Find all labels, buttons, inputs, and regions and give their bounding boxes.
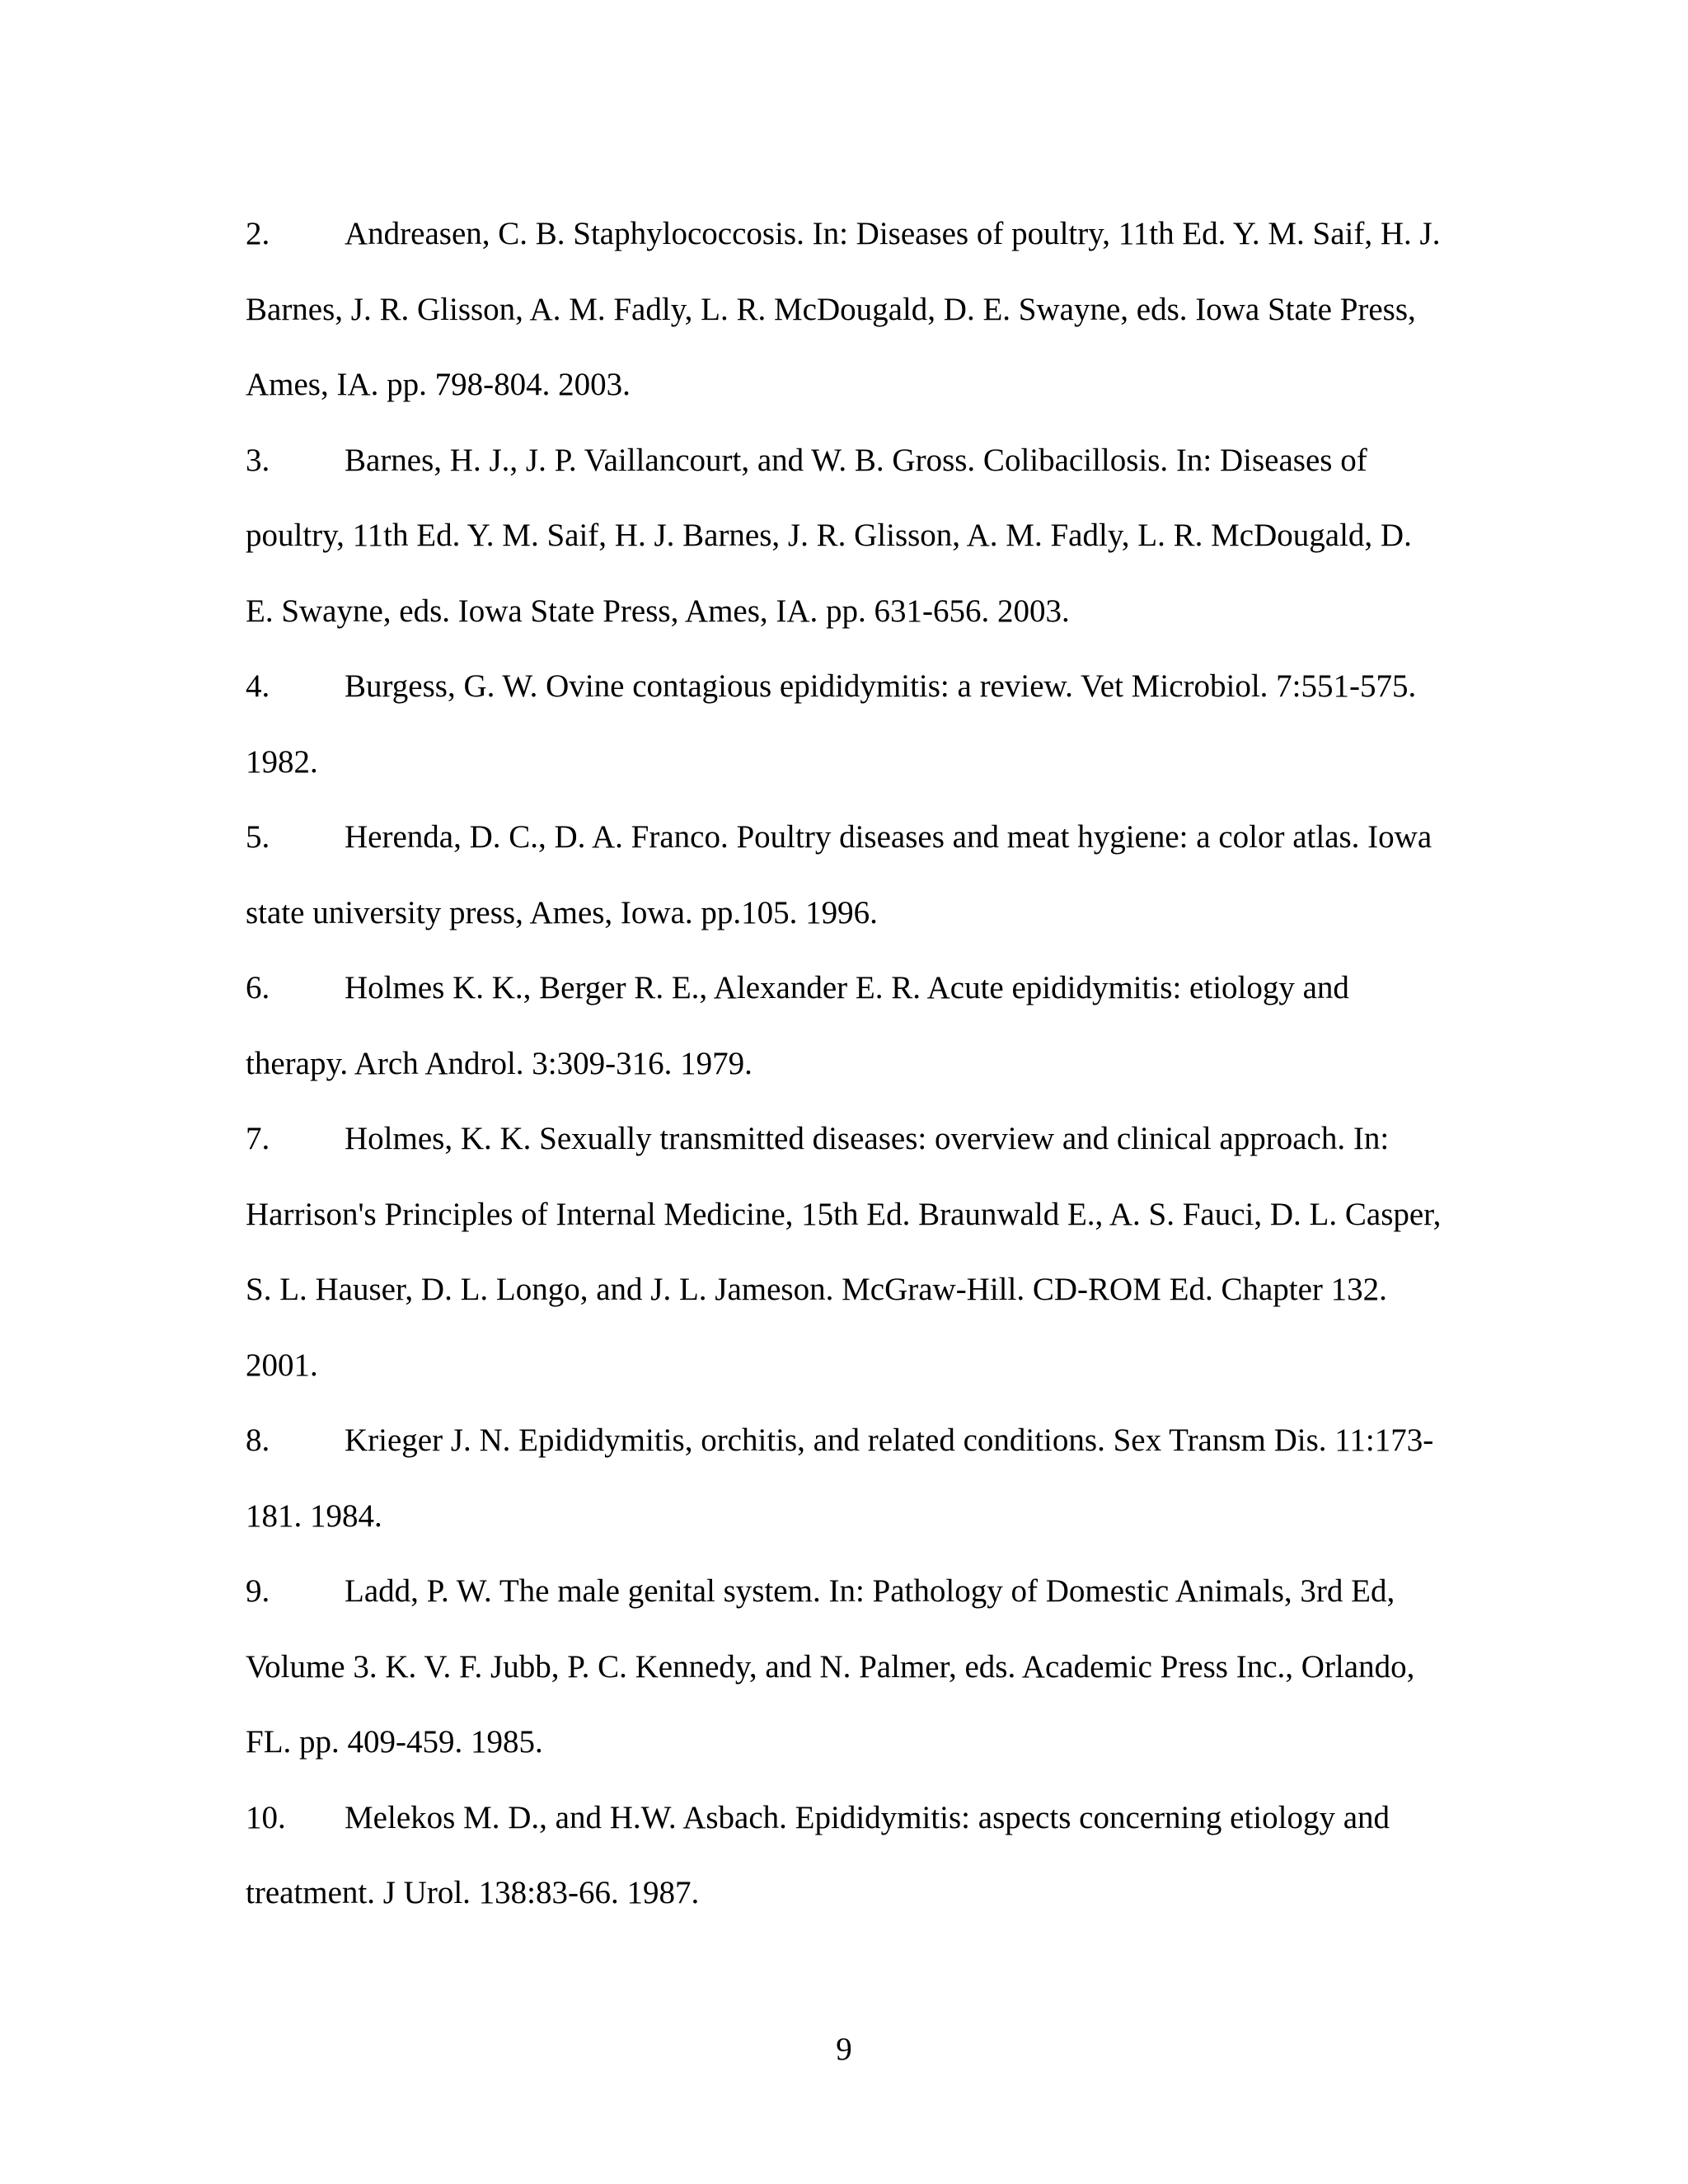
reference-text: Holmes, K. K. Sexually transmitted diseases: overview and clinical approach. In: Harrison's Principles of Internal Medicine, 15th Ed. Braunwald E., A. S. Fauci, D. L. Casper, S. L. Hauser, D. L. Longo, and J. L. Jameson. McGraw-Hill. CD-ROM Ed. Chapter 132. 2001.: [246, 1121, 1442, 1383]
reference-number: 9.: [246, 1573, 270, 1609]
reference-text: Andreasen, C. B. Staphylococcosis. In: Diseases of poultry, 11th Ed. Y. M. Saif, H. J. Barnes, J. R. Glisson, A. M. Fadly, L. R. McDougald, D. E. Swayne, eds. Iowa State Press, Ames, IA. pp. 798-804. 2003.: [246, 216, 1441, 402]
reference-text: Herenda, D. C., D. A. Franco. Poultry diseases and meat hygiene: a color atlas. Iowa state university press, Ames, Iowa. pp.105. 1996.: [246, 819, 1432, 930]
reference-text: Barnes, H. J., J. P. Vaillancourt, and W. B. Gross. Colibacillosis. In: Diseases of poultry, 11th Ed. Y. M. Saif, H. J. Barnes, J. R. Glisson, A. M. Fadly, L. R. McDougald, D. E. Swayne, eds. Iowa State Press, Ames, IA. pp. 631-656. 2003.: [246, 442, 1412, 629]
reference-number: 6.: [246, 970, 270, 1005]
reference-item: [246, 1101, 1442, 1403]
reference-item: [246, 196, 1442, 423]
reference-number: 8.: [246, 1422, 270, 1458]
reference-item: [246, 799, 1442, 950]
reference-number: 2.: [246, 216, 270, 251]
reference-number: 7.: [246, 1121, 270, 1156]
reference-text: Ladd, P. W. The male genital system. In: Pathology of Domestic Animals, 3rd Ed, Volume 3. K. V. F. Jubb, P. C. Kennedy, and N. Palmer, eds. Academic Press Inc., Orlando, FL. pp. 409-459. 1985.: [246, 1573, 1415, 1760]
page-number: 9: [836, 2032, 852, 2067]
reference-number: 5.: [246, 819, 270, 855]
reference-item: [246, 1780, 1442, 1931]
reference-text: Burgess, G. W. Ovine contagious epididymitis: a review. Vet Microbiol. 7:551-575. 1982.: [246, 668, 1417, 780]
reference-number: 10.: [246, 1799, 286, 1835]
reference-item: [246, 649, 1442, 799]
reference-number: 4.: [246, 668, 270, 704]
reference-text: Melekos M. D., and H.W. Asbach. Epididymitis: aspects concerning etiology and treatment. J Urol. 138:83-66. 1987.: [246, 1799, 1390, 1910]
reference-item: [246, 950, 1442, 1101]
reference-item: [246, 423, 1442, 649]
reference-item: [246, 1554, 1442, 1780]
reference-text: Krieger J. N. Epididymitis, orchitis, and related conditions. Sex Transm Dis. 11:173-181. 1984.: [246, 1422, 1434, 1534]
reference-number: 3.: [246, 442, 270, 478]
reference-text: Holmes K. K., Berger R. E., Alexander E. R. Acute epididymitis: etiology and therapy. Arch Androl. 3:309-316. 1979.: [246, 970, 1349, 1081]
reference-list: [246, 196, 1442, 1931]
reference-item: [246, 1403, 1442, 1554]
